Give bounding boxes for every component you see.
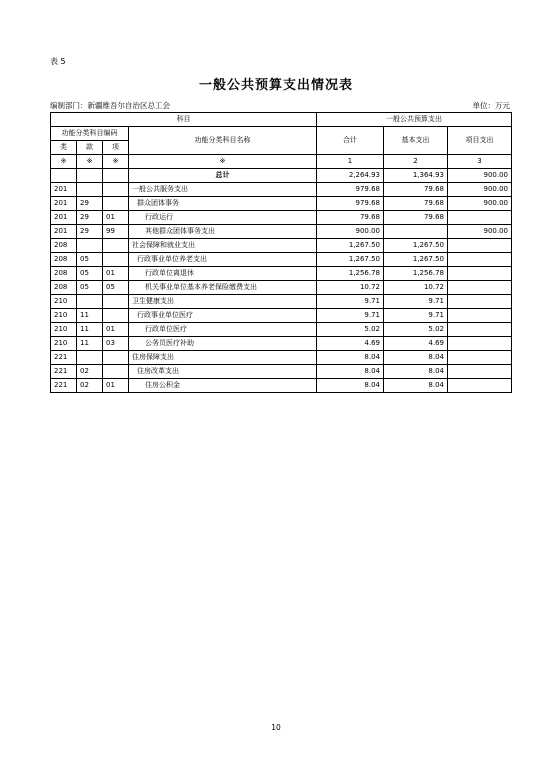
code-lei-cell: 221 <box>51 379 77 393</box>
code-kuan-cell: 11 <box>77 323 103 337</box>
budget-table <box>50 112 512 393</box>
code-xiang-cell <box>103 309 129 323</box>
code-kuan-cell: 29 <box>77 211 103 225</box>
total-label: 总计 <box>129 169 317 183</box>
project-cell <box>448 323 512 337</box>
total-cell: 8.04 <box>317 365 384 379</box>
code-kuan-cell: 29 <box>77 197 103 211</box>
table-body <box>51 169 512 393</box>
code-xiang-cell <box>103 351 129 365</box>
basic-cell <box>384 225 448 239</box>
table-row <box>51 211 512 225</box>
table-row <box>51 197 512 211</box>
code-xiang-cell <box>103 183 129 197</box>
project-cell <box>448 379 512 393</box>
total-basic: 1,364.93 <box>384 169 448 183</box>
subject-name-cell: 一般公共服务支出 <box>129 183 317 197</box>
column-number-2: 2 <box>384 155 448 169</box>
project-cell: 900.00 <box>448 183 512 197</box>
total-cell: 900.00 <box>317 225 384 239</box>
header-name: 功能分类科目名称 <box>129 127 317 155</box>
header-project: 项目支出 <box>448 127 512 155</box>
subject-name-cell: 群众团体事务 <box>129 197 317 211</box>
total-cell: 10.72 <box>317 281 384 295</box>
code-lei-cell: 201 <box>51 211 77 225</box>
header-code: 功能分类科目编码 <box>51 127 129 141</box>
subject-name-cell: 行政单位医疗 <box>129 323 317 337</box>
mark-cell: ※ <box>129 155 317 169</box>
code-xiang-cell: 05 <box>103 281 129 295</box>
table-row <box>51 267 512 281</box>
basic-cell: 1,256.78 <box>384 267 448 281</box>
code-kuan-cell: 02 <box>77 365 103 379</box>
total-row <box>51 169 512 183</box>
subject-name-cell: 行政单位离退休 <box>129 267 317 281</box>
project-cell <box>448 211 512 225</box>
basic-cell: 1,267.50 <box>384 253 448 267</box>
project-cell: 900.00 <box>448 197 512 211</box>
code-kuan-cell: 11 <box>77 337 103 351</box>
project-cell <box>448 281 512 295</box>
total-cell: 9.71 <box>317 309 384 323</box>
code-kuan-cell: 29 <box>77 225 103 239</box>
basic-cell: 4.69 <box>384 337 448 351</box>
basic-cell: 1,267.50 <box>384 239 448 253</box>
mark-cell: ※ <box>103 155 129 169</box>
code-kuan-cell: 05 <box>77 267 103 281</box>
subject-name-cell: 其他群众团体事务支出 <box>129 225 317 239</box>
table-row <box>51 337 512 351</box>
code-kuan-cell: 02 <box>77 379 103 393</box>
code-xiang-cell <box>103 239 129 253</box>
total-cell: 979.68 <box>317 197 384 211</box>
header-basic: 基本支出 <box>384 127 448 155</box>
page-number: 10 <box>271 723 281 732</box>
basic-cell: 8.04 <box>384 365 448 379</box>
project-cell: 900.00 <box>448 225 512 239</box>
code-xiang-cell <box>103 253 129 267</box>
table-row <box>51 183 512 197</box>
code-kuan-cell <box>77 351 103 365</box>
table-header <box>51 113 512 169</box>
header-kuan: 款 <box>77 141 103 155</box>
code-kuan-cell <box>77 239 103 253</box>
empty-cell <box>51 169 77 183</box>
code-kuan-cell: 05 <box>77 281 103 295</box>
table-number-label: 表 5 <box>50 57 66 66</box>
code-lei-cell: 208 <box>51 239 77 253</box>
unit-label: 单位：万元 <box>472 101 510 110</box>
subject-name-cell: 行政运行 <box>129 211 317 225</box>
basic-cell: 79.68 <box>384 183 448 197</box>
total-cell: 1,267.50 <box>317 239 384 253</box>
project-cell <box>448 309 512 323</box>
table-row <box>51 365 512 379</box>
basic-cell: 5.02 <box>384 323 448 337</box>
total-cell: 8.04 <box>317 351 384 365</box>
table-row <box>51 323 512 337</box>
total-cell: 1,267.50 <box>317 253 384 267</box>
total-cell: 8.04 <box>317 379 384 393</box>
code-lei-cell: 210 <box>51 309 77 323</box>
column-number-1: 1 <box>317 155 384 169</box>
table-row <box>51 351 512 365</box>
project-cell <box>448 365 512 379</box>
table-row <box>51 379 512 393</box>
code-lei-cell: 221 <box>51 351 77 365</box>
basic-cell: 79.68 <box>384 197 448 211</box>
code-xiang-cell <box>103 365 129 379</box>
basic-cell: 79.68 <box>384 211 448 225</box>
total-cell: 5.02 <box>317 323 384 337</box>
basic-cell: 9.71 <box>384 309 448 323</box>
code-lei-cell: 208 <box>51 253 77 267</box>
code-lei-cell: 201 <box>51 197 77 211</box>
project-cell <box>448 351 512 365</box>
basic-cell: 10.72 <box>384 281 448 295</box>
code-kuan-cell <box>77 295 103 309</box>
subject-name-cell: 机关事业单位基本养老保险缴费支出 <box>129 281 317 295</box>
code-lei-cell: 208 <box>51 281 77 295</box>
code-lei-cell: 210 <box>51 323 77 337</box>
mark-cell: ※ <box>77 155 103 169</box>
code-lei-cell: 210 <box>51 295 77 309</box>
total-cell: 979.68 <box>317 183 384 197</box>
subject-name-cell: 住房公积金 <box>129 379 317 393</box>
subject-name-cell: 住房改革支出 <box>129 365 317 379</box>
column-number-3: 3 <box>448 155 512 169</box>
code-xiang-cell <box>103 197 129 211</box>
table-row <box>51 225 512 239</box>
code-kuan-cell: 11 <box>77 309 103 323</box>
subject-name-cell: 行政事业单位医疗 <box>129 309 317 323</box>
code-lei-cell: 208 <box>51 267 77 281</box>
code-lei-cell: 210 <box>51 337 77 351</box>
code-kuan-cell <box>77 183 103 197</box>
total-amount: 2,264.93 <box>317 169 384 183</box>
table-row <box>51 239 512 253</box>
header-budget: 一般公共预算支出 <box>317 113 512 127</box>
empty-cell <box>77 169 103 183</box>
code-xiang-cell: 99 <box>103 225 129 239</box>
total-cell: 4.69 <box>317 337 384 351</box>
project-cell <box>448 239 512 253</box>
project-cell <box>448 337 512 351</box>
page-title: 一般公共预算支出情况表 <box>198 78 353 93</box>
basic-cell: 8.04 <box>384 351 448 365</box>
project-cell <box>448 267 512 281</box>
code-xiang-cell: 03 <box>103 337 129 351</box>
code-lei-cell: 201 <box>51 183 77 197</box>
basic-cell: 8.04 <box>384 379 448 393</box>
code-lei-cell: 221 <box>51 365 77 379</box>
header-total: 合计 <box>317 127 384 155</box>
total-cell: 9.71 <box>317 295 384 309</box>
subject-name-cell: 公务员医疗补助 <box>129 337 317 351</box>
project-cell <box>448 253 512 267</box>
subject-name-cell: 卫生健康支出 <box>129 295 317 309</box>
mark-cell: ※ <box>51 155 77 169</box>
code-xiang-cell: 01 <box>103 323 129 337</box>
total-cell: 1,256.78 <box>317 267 384 281</box>
code-xiang-cell: 01 <box>103 211 129 225</box>
table-row <box>51 281 512 295</box>
code-xiang-cell: 01 <box>103 267 129 281</box>
code-kuan-cell: 05 <box>77 253 103 267</box>
code-xiang-cell <box>103 295 129 309</box>
code-xiang-cell: 01 <box>103 379 129 393</box>
header-subject: 科目 <box>51 113 317 127</box>
total-project: 900.00 <box>448 169 512 183</box>
basic-cell: 9.71 <box>384 295 448 309</box>
header-lei: 类 <box>51 141 77 155</box>
table-row <box>51 295 512 309</box>
compiling-department: 编制部门：新疆维吾尔自治区总工会 <box>50 101 170 110</box>
project-cell <box>448 295 512 309</box>
table-row <box>51 309 512 323</box>
subject-name-cell: 住房保障支出 <box>129 351 317 365</box>
empty-cell <box>103 169 129 183</box>
code-lei-cell: 201 <box>51 225 77 239</box>
table-row <box>51 253 512 267</box>
total-cell: 79.68 <box>317 211 384 225</box>
subject-name-cell: 社会保障和就业支出 <box>129 239 317 253</box>
subject-name-cell: 行政事业单位养老支出 <box>129 253 317 267</box>
header-xiang: 项 <box>103 141 129 155</box>
